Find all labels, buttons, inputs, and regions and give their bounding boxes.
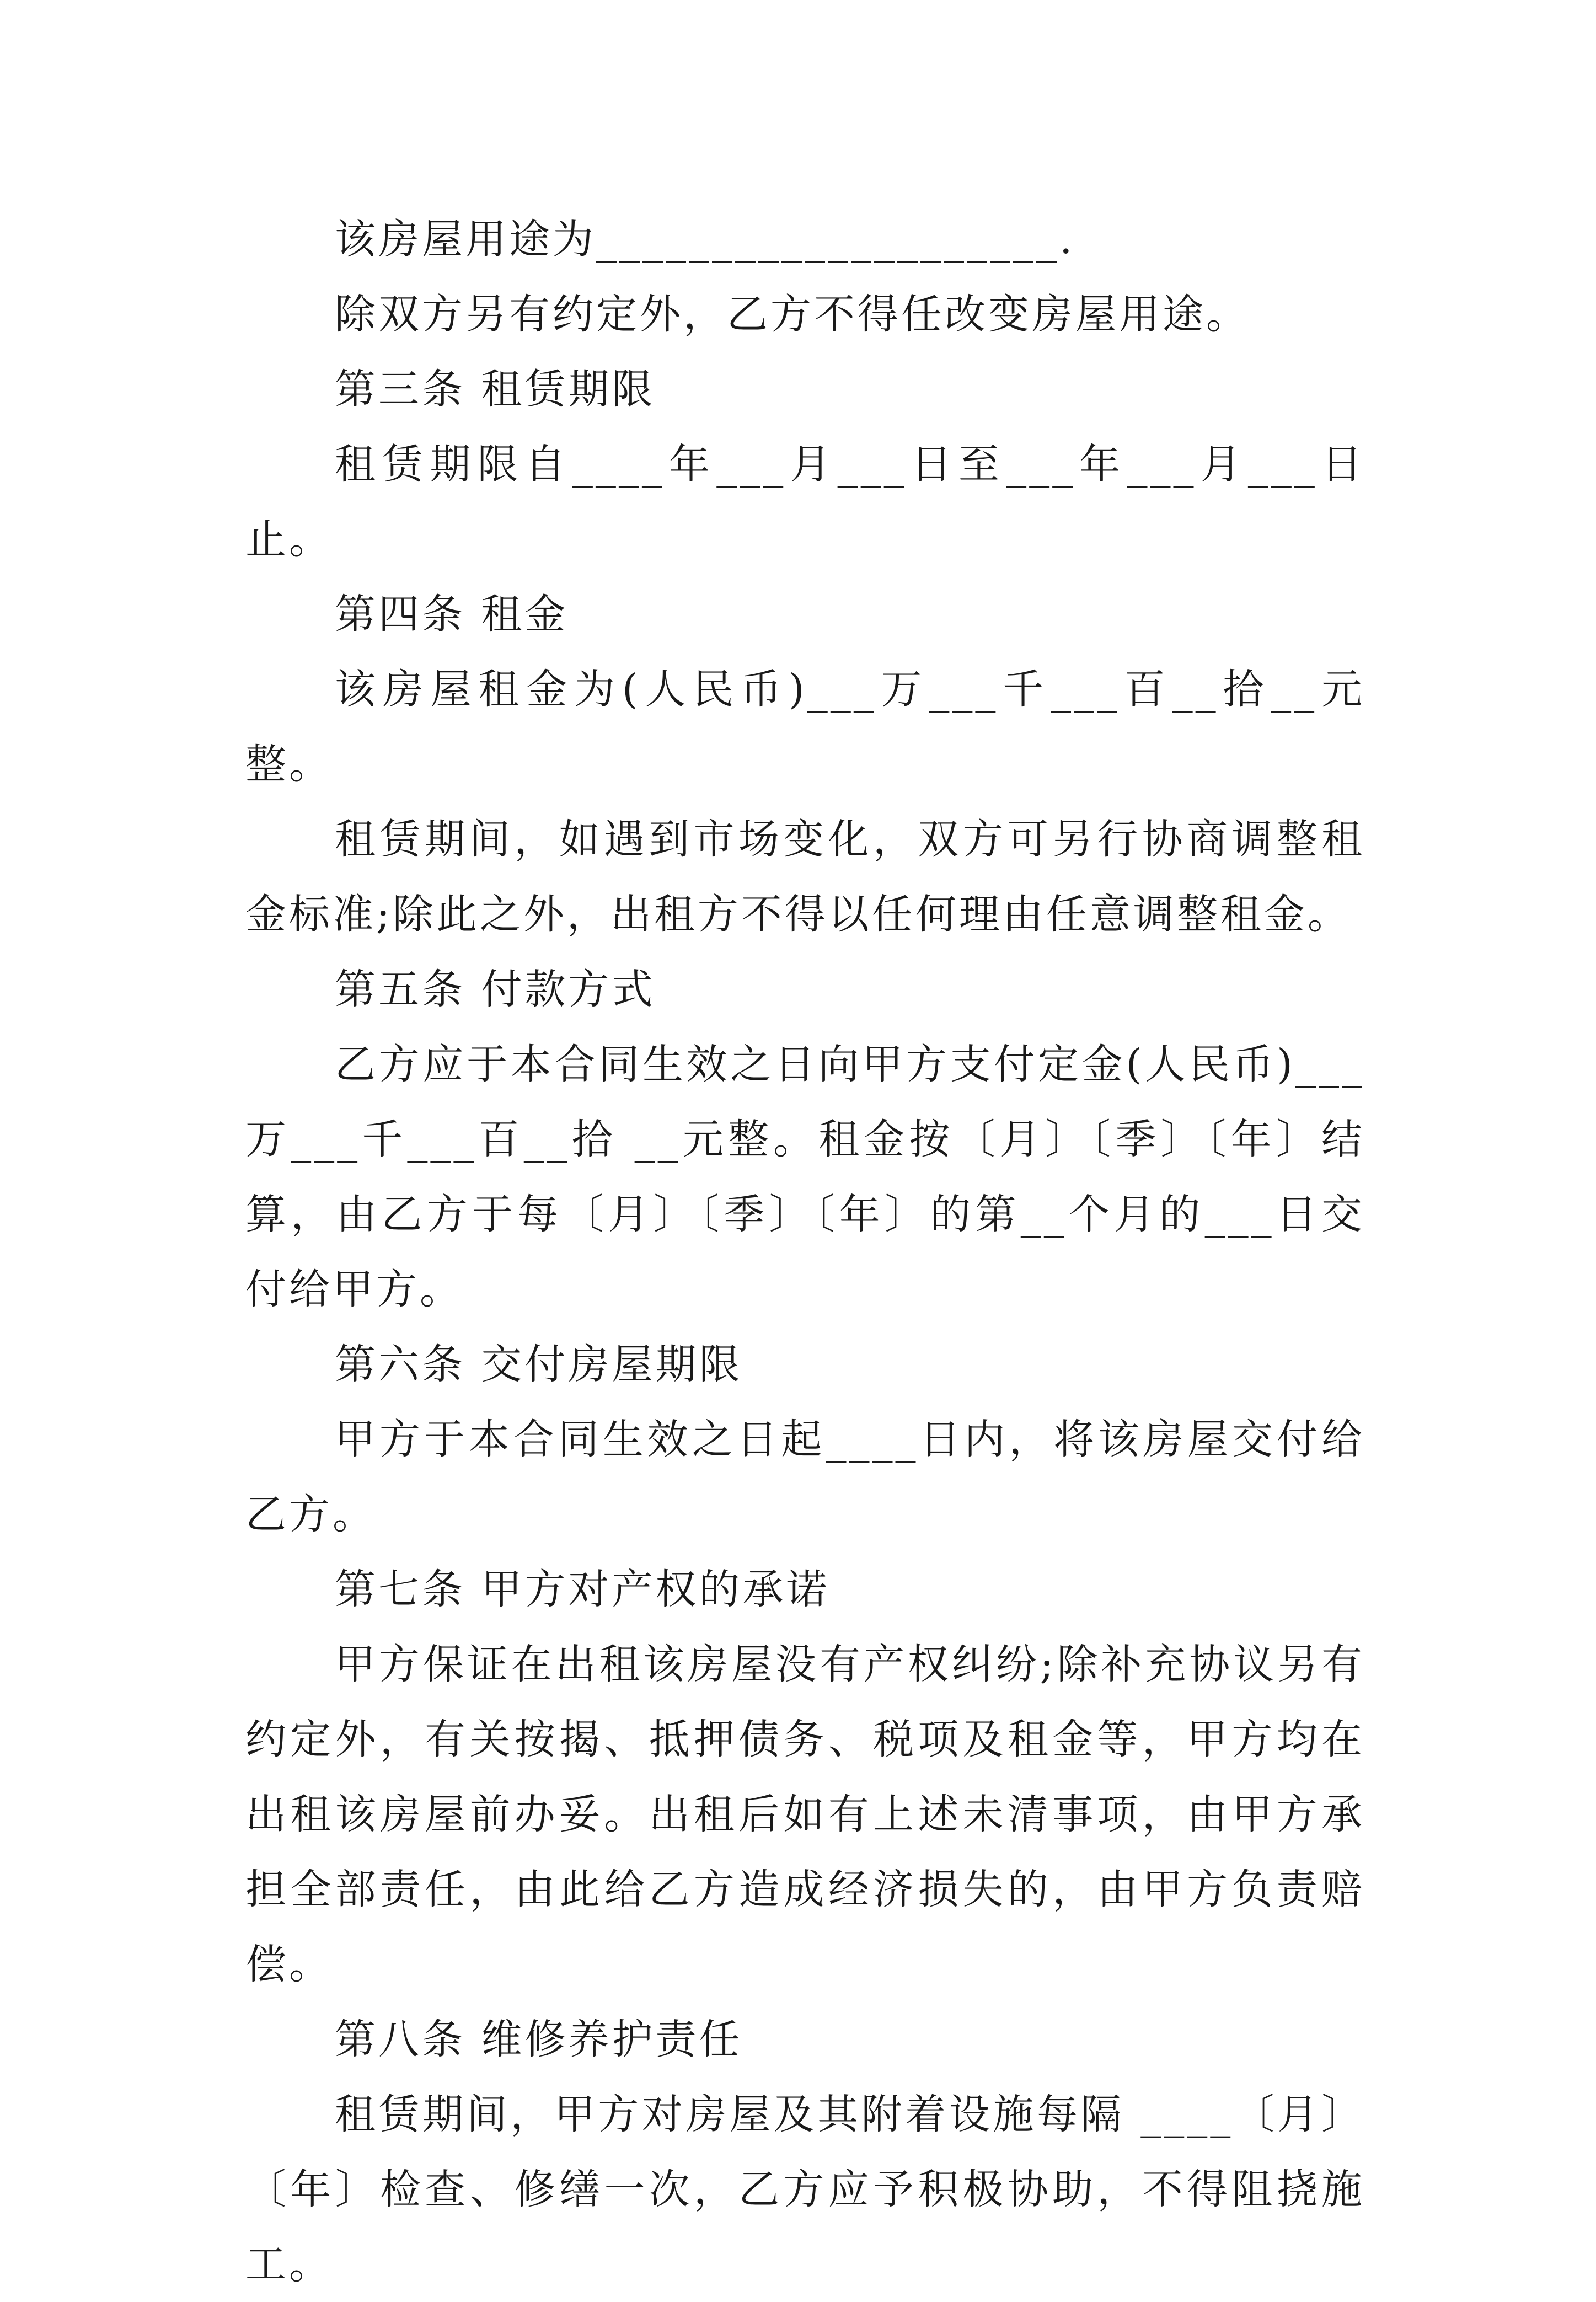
paragraph-delivery-term: 甲方于本合同生效之日起____日内，将该房屋交付给乙方。 (245, 1416, 1365, 1538)
article-heading-8: 第八条 维修养护责任 (335, 2016, 743, 2063)
article-heading-4: 第四条 租金 (335, 591, 569, 638)
paragraph-maintenance: 租赁期间，甲方对房屋及其附着设施每隔 ____〔月〕〔年〕检查、修缮一次，乙方应予积极协助，不得阻挠施工。 (245, 2091, 1365, 2288)
paragraph-rent-adjustment: 租赁期间，如遇到市场变化，双方可另行协商调整租金标准;除此之外，出租方不得以任何理由任意调整租金。 (245, 816, 1365, 938)
article-heading-6: 第六条 交付房屋期限 (335, 1341, 743, 1388)
paragraph-rent-amount: 该房屋租金为(人民币)___万___千___百__拾__元整。 (245, 666, 1365, 788)
document-body (245, 202, 1365, 2302)
article-heading-3: 第三条 租赁期限 (335, 366, 656, 413)
paragraph-property-rights: 甲方保证在出租该房屋没有产权纠纷;除补充协议另有约定外，有关按揭、抵押债务、税项及租金等，甲方均在出租该房屋前办妥。出租后如有上述未清事项，由甲方承担全部责任，由此给乙方造成经济损失的，由甲方负责赔偿。 (245, 1641, 1365, 1988)
article-heading-5: 第五条 付款方式 (335, 966, 656, 1013)
paragraph-lease-term: 租赁期限自____年___月___日至___年___月___日止。 (245, 441, 1365, 563)
paragraph-usage-restriction: 除双方另有约定外，乙方不得任改变房屋用途。 (335, 291, 1250, 338)
article-heading-7: 第七条 甲方对产权的承诺 (335, 1566, 830, 1613)
paragraph-usage: 该房屋用途为____________________. (335, 216, 1075, 263)
paragraph-payment-method: 乙方应于本合同生效之日向甲方支付定金(人民币)___万___千___百__拾 __元整。租金按〔月〕〔季〕〔年〕结算，由乙方于每〔月〕〔季〕〔年〕的第__个月的___日交付给甲方。 (245, 1041, 1365, 1313)
